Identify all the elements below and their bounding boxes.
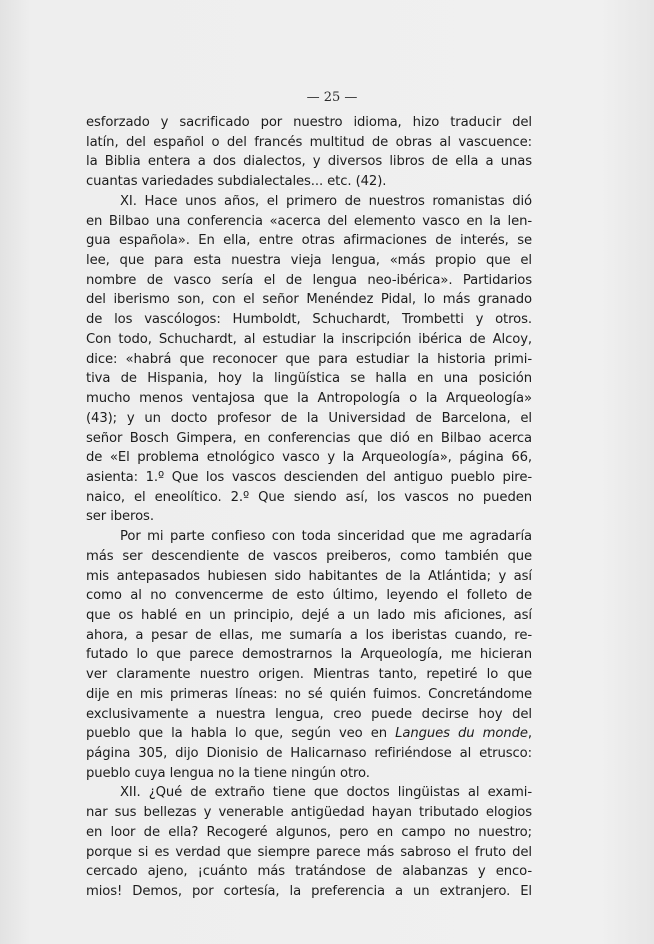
text-line: ser iberos.: [86, 509, 154, 525]
text-line: más ser descendiente de vascos preiberos, como también que: [86, 548, 532, 564]
text-line: (43); y un docto profesor de la Universidad de Barcelona, el: [86, 410, 532, 426]
book-title: Langues du monde: [395, 726, 528, 742]
paragraph: [86, 192, 532, 527]
text-line: latín, del español o del francés multitud de obras al vascuence:: [86, 134, 532, 150]
text-line: nombre de vasco sería el de lengua neo-ibérica». Partidarios: [86, 272, 532, 288]
paragraph: [86, 783, 532, 901]
text-line: de «El problema etnológico vasco y la Arqueología», página 66,: [86, 450, 532, 466]
text-line: nar sus bellezas y venerable antigüedad hayan tributado elogios: [86, 805, 532, 821]
paragraph: [86, 527, 532, 783]
text-line: del iberismo son, con el señor Menéndez Pidal, lo más granado: [86, 292, 532, 308]
text-line: en loor de ella? Recogeré algunos, pero en campo no nuestro;: [86, 824, 532, 840]
text-line: como al no convencerme de esto último, leyendo el folleto de: [86, 588, 532, 604]
text-line: mucho menos ventajosa que la Antropología o la Arqueología»: [86, 391, 532, 407]
text-line: en Bilbao una conferencia «acerca del elemento vasco en la len-: [86, 213, 532, 229]
text-line: que os hablé en un principio, dejé a un lado mis aficiones, así: [86, 607, 532, 623]
text-line: XII. ¿Qué de extraño tiene que doctos lingüistas al exami-: [120, 785, 532, 801]
text-line: mis antepasados hubiesen sido habitantes de la Atlántida; y así: [86, 568, 532, 584]
text-line: gua española». En ella, entre otras afirmaciones de interés, se: [86, 233, 532, 249]
text-line: pueblo cuya lengua no la tiene ningún otro.: [86, 765, 370, 781]
paragraph: [86, 113, 532, 192]
page-number: — 25 —: [306, 90, 358, 105]
text-line: de los vascólogos: Humboldt, Schuchardt, Trombetti y otros.: [86, 312, 532, 328]
text-line: mios! Demos, por cortesía, la preferencia a un extranjero. El: [86, 884, 532, 900]
body-text: [86, 113, 532, 902]
text-line: la Biblia entera a dos dialectos, y diversos libros de ella a unas: [86, 154, 532, 170]
text-line: futado lo que parece demostrarnos la Arqueología, me hicieran: [86, 647, 532, 663]
text-line: Con todo, Schuchardt, al estudiar la inscripción ibérica de Alcoy,: [86, 331, 532, 347]
text-line: dije en mis primeras líneas: no sé quién fuimos. Concretándome: [86, 686, 532, 702]
text-line: página 305, dijo Dionisio de Halicarnaso refiriéndose al etrusco:: [86, 746, 532, 761]
text-line: lee, que para esta nuestra vieja lengua, «más propio que el: [86, 253, 532, 269]
text-line: dice: «habrá que reconocer que para estudiar la historia primi-: [86, 351, 532, 367]
text-line: cuantas variedades subdialectales... etc. (42).: [86, 174, 387, 190]
text-line: ver claramente nuestro origen. Mientras tanto, repetiré lo que: [86, 667, 532, 683]
text-line: exclusivamente a nuestra lengua, creo puede decirse hoy del: [86, 706, 532, 722]
text-line: naico, el eneolítico. 2.º Que siendo así, los vascos no pueden: [86, 489, 532, 505]
text-line: señor Bosch Gimpera, en conferencias que dió en Bilbao acerca: [86, 430, 532, 446]
text-line: esforzado y sacrificado por nuestro idioma, hizo traducir del: [86, 115, 532, 130]
text-line: pueblo que la habla lo que, según veo en Langues du monde,: [86, 726, 532, 742]
text-line: tiva de Hispania, hoy la lingüística se halla en una posición: [86, 371, 532, 387]
text-line: XI. Hace unos años, el primero de nuestros romanistas dió: [120, 193, 532, 209]
text-line: porque si es verdad que siempre parece más sabroso el fruto del: [86, 844, 532, 860]
text-line: cercado ajeno, ¡cuánto más tratándose de alabanzas y enco-: [86, 864, 532, 880]
text-line: asienta: 1.º Que los vascos descienden del antiguo pueblo pire-: [86, 469, 532, 485]
text-line: ahora, a pesar de ellas, me sumaría a los iberistas cuando, re-: [86, 627, 532, 643]
text-line: Por mi parte confieso con toda sinceridad que me agradaría: [120, 529, 532, 545]
